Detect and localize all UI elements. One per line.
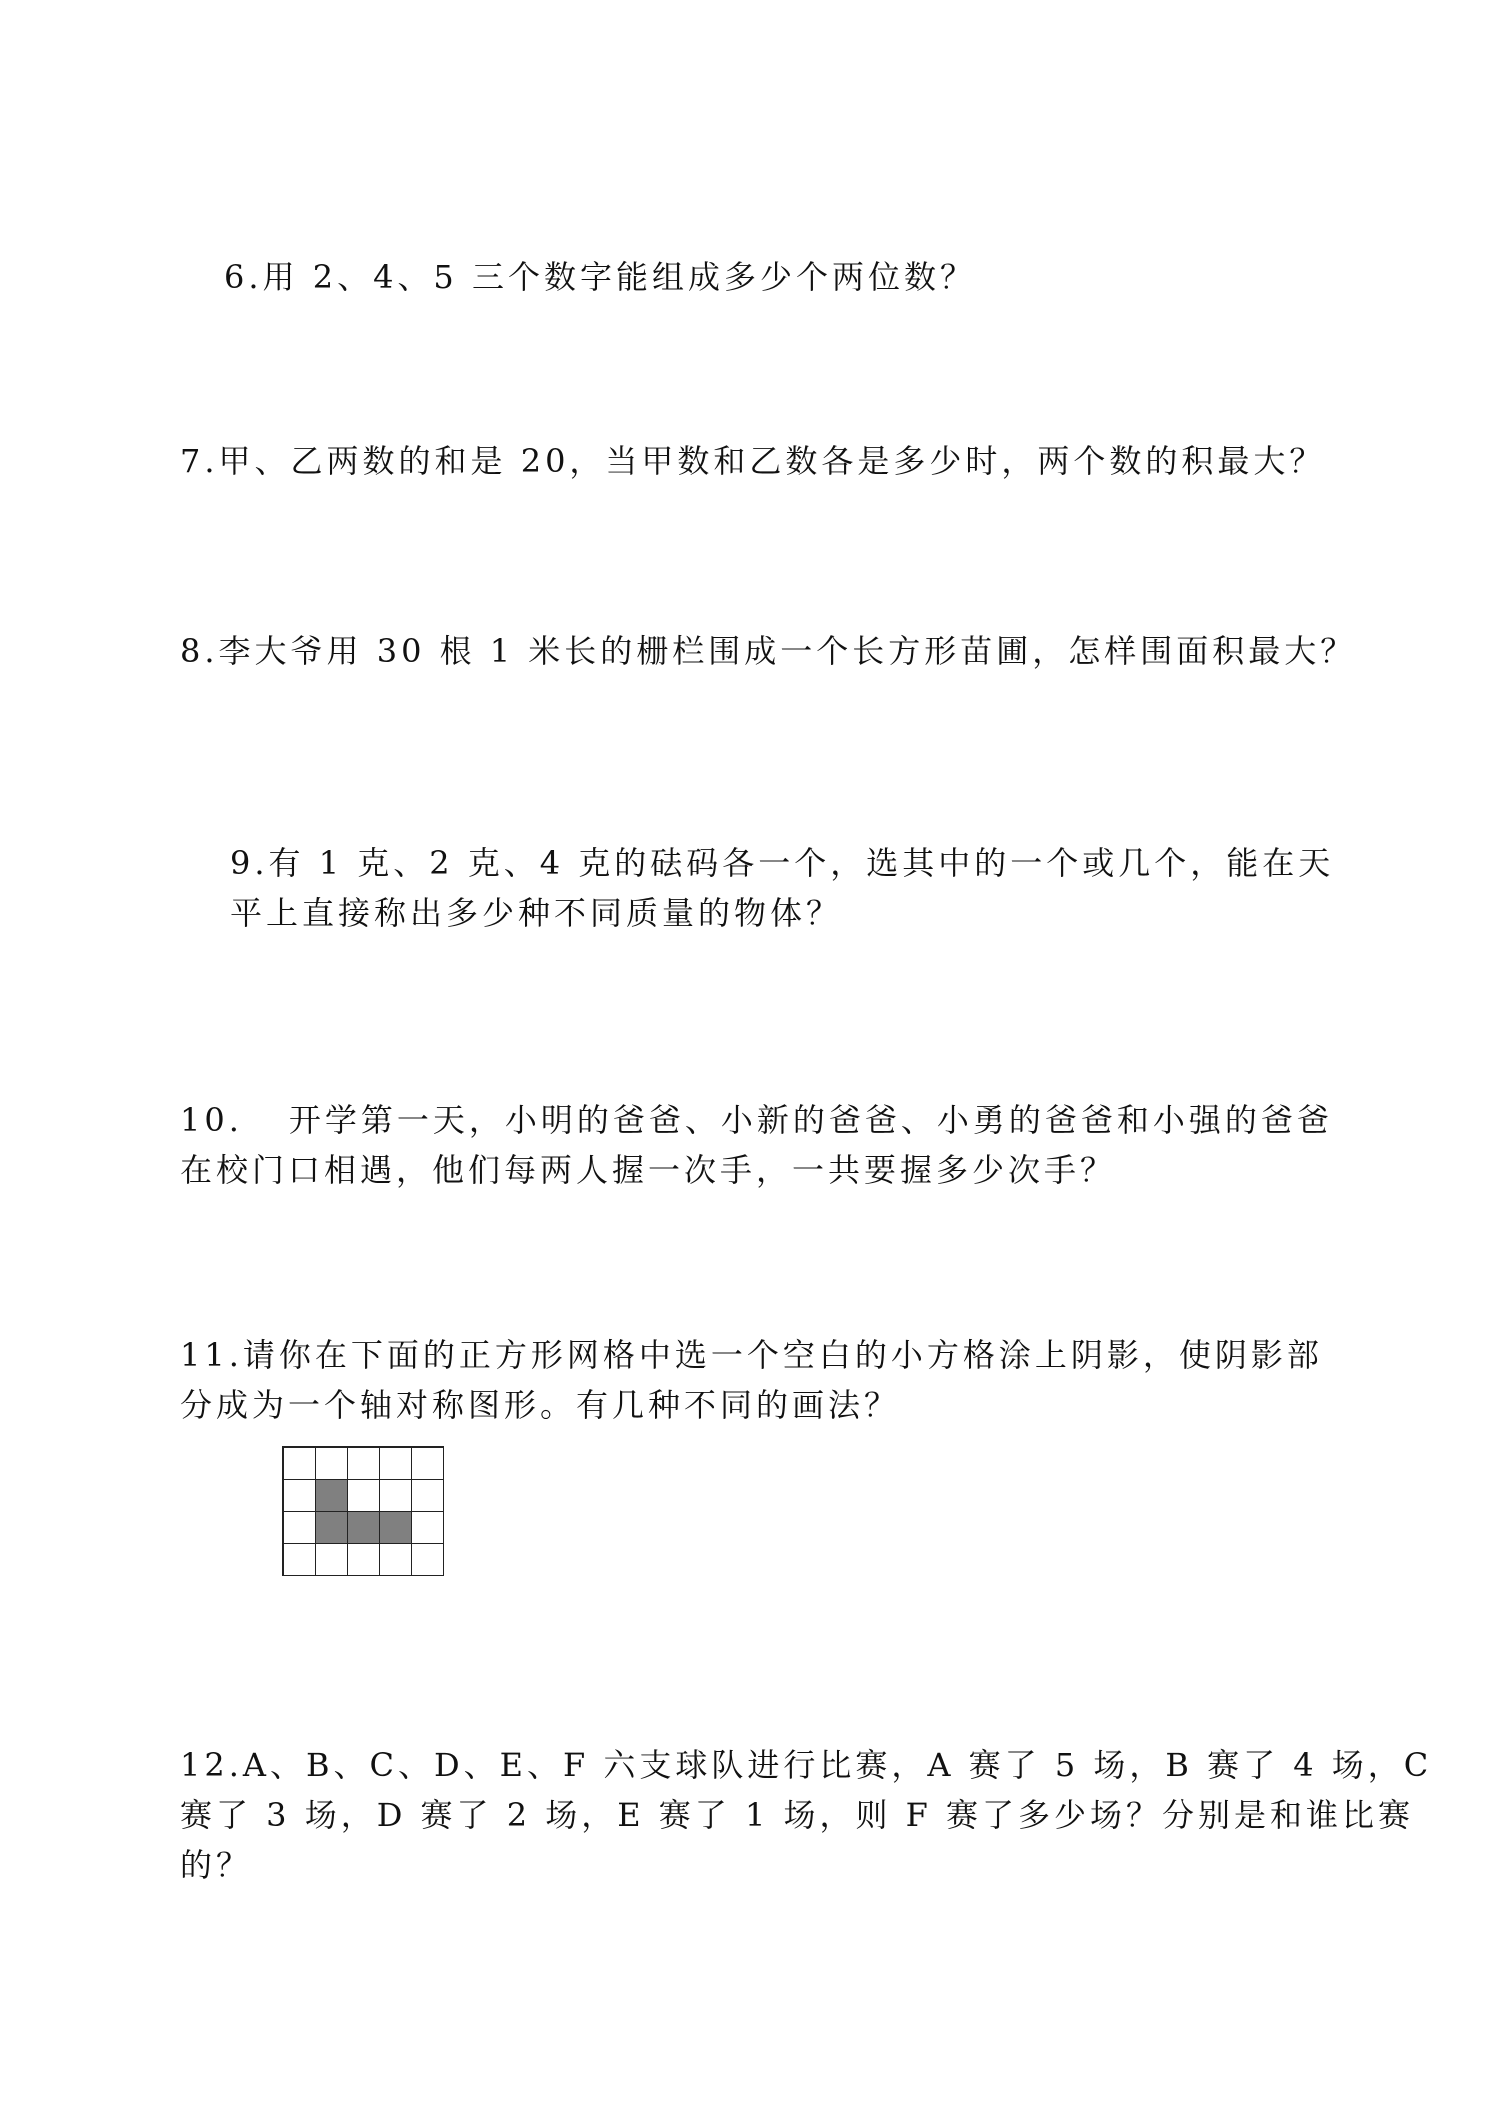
question-11-line-1: 11.请你在下面的正方形网格中选一个空白的小方格涂上阴影，使阴影部 bbox=[180, 1336, 1323, 1374]
question-8 bbox=[180, 626, 1356, 676]
question-10 bbox=[180, 1095, 1333, 1195]
question-9-line-1: 9.有 1 克、2 克、4 克的砝码各一个，选其中的一个或几个，能在天 bbox=[230, 844, 1335, 882]
grid-cell-blank bbox=[348, 1544, 380, 1576]
grid-cell-blank bbox=[284, 1480, 316, 1512]
question-12-line-2: 赛了 3 场，D 赛了 2 场，E 赛了 1 场，则 F 赛了多少场？分别是和谁比赛 bbox=[180, 1796, 1415, 1834]
question-10-number: 10. bbox=[180, 1101, 243, 1139]
grid-cell-blank bbox=[284, 1512, 316, 1544]
grid-cell-blank bbox=[412, 1480, 444, 1512]
question-9 bbox=[230, 838, 1334, 938]
grid-cell-shaded bbox=[348, 1512, 380, 1544]
question-11 bbox=[180, 1330, 1323, 1430]
question-10-line-1-wrap bbox=[180, 1095, 1333, 1145]
grid-cell-blank bbox=[348, 1448, 380, 1480]
grid-cell-shaded bbox=[316, 1480, 348, 1512]
grid-cell-blank bbox=[412, 1512, 444, 1544]
grid-cell-blank bbox=[348, 1480, 380, 1512]
grid-cell-blank bbox=[380, 1448, 412, 1480]
question-7-text: 7.甲、乙两数的和是 20，当甲数和乙数各是多少时，两个数的积最大？ bbox=[180, 442, 1326, 480]
grid-cell-blank bbox=[412, 1544, 444, 1576]
question-10-line-1: 开学第一天，小明的爸爸、小新的爸爸、小勇的爸爸和小强的爸爸 bbox=[288, 1101, 1333, 1139]
grid-cell-blank bbox=[316, 1448, 348, 1480]
grid-cell-blank bbox=[380, 1544, 412, 1576]
grid-cell-shaded bbox=[316, 1512, 348, 1544]
question-12-line-1: 12.A、B、C、D、E、F 六支球队进行比赛，A 赛了 5 场，B 赛了 4 场，C bbox=[180, 1746, 1433, 1784]
question-12 bbox=[180, 1740, 1432, 1890]
grid-cell-blank bbox=[284, 1544, 316, 1576]
grid-cell-shaded bbox=[380, 1512, 412, 1544]
question-8-text: 8.李大爷用 30 根 1 米长的栅栏围成一个长方形苗圃，怎样围面积最大？ bbox=[180, 632, 1357, 670]
question-9-line-2: 平上直接称出多少种不同质量的物体？ bbox=[230, 894, 843, 932]
square-grid-figure bbox=[282, 1446, 444, 1576]
grid-cell-blank bbox=[380, 1480, 412, 1512]
question-6-text: 6.用 2、4、5 三个数字能组成多少个两位数？ bbox=[224, 258, 976, 296]
question-11-line-2: 分成为一个轴对称图形。有几种不同的画法？ bbox=[180, 1386, 901, 1424]
question-12-line-3: 的？ bbox=[180, 1846, 253, 1884]
grid-cell-blank bbox=[412, 1448, 444, 1480]
question-6 bbox=[224, 252, 976, 302]
question-7 bbox=[180, 436, 1325, 486]
question-10-line-2: 在校门口相遇，他们每两人握一次手，一共要握多少次手？ bbox=[180, 1151, 1117, 1189]
grid-cell-blank bbox=[284, 1448, 316, 1480]
grid-cell-blank bbox=[316, 1544, 348, 1576]
